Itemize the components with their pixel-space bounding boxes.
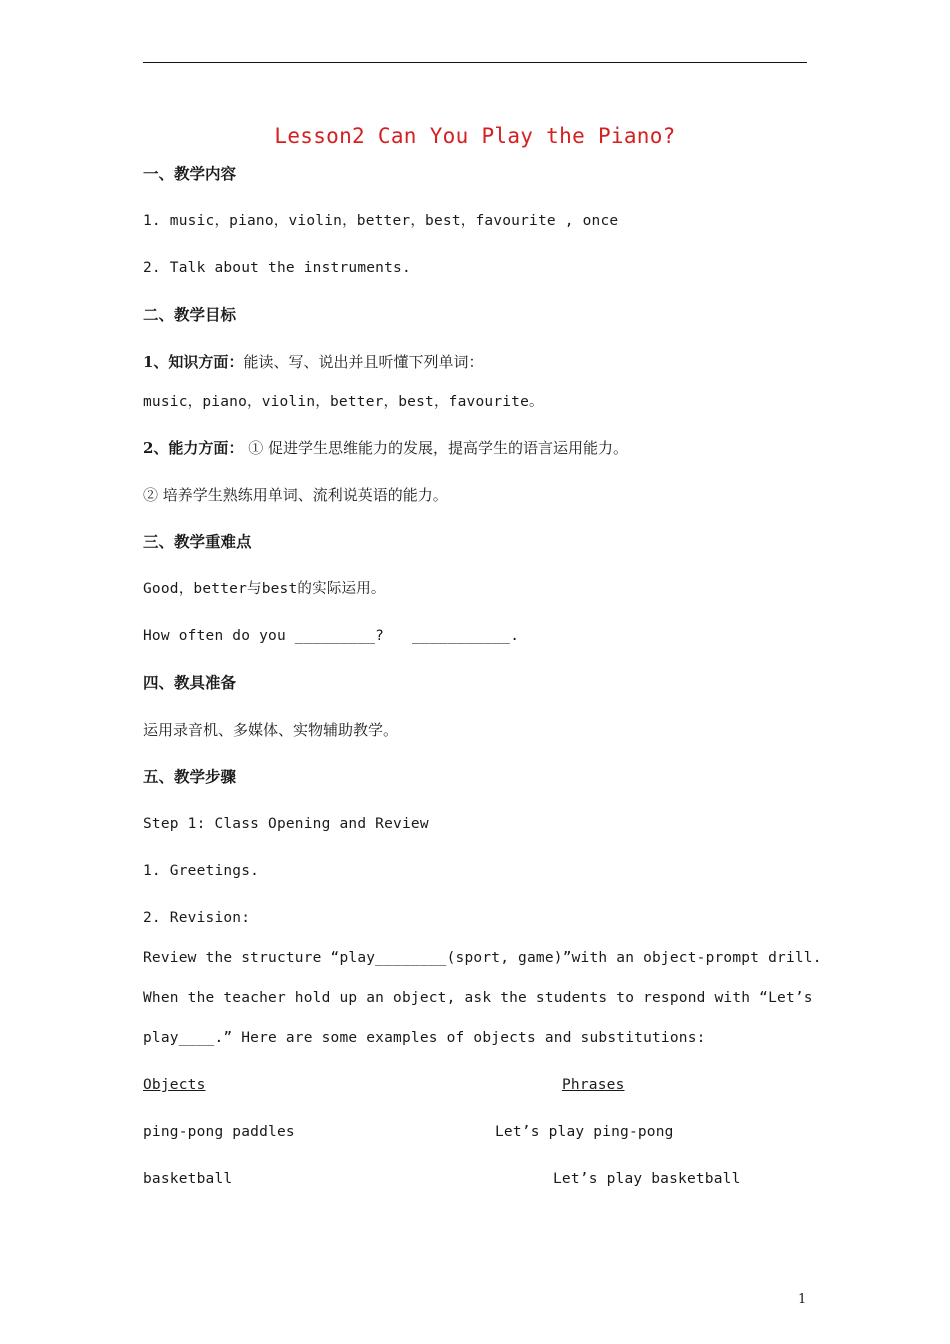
materials-text: 运用录音机、多媒体、实物辅助教学。: [143, 721, 399, 739]
knowledge-goal: [143, 352, 483, 372]
table-row-1-phrase: Let’s play ping-pong: [495, 1124, 674, 1140]
ability-goal: [143, 438, 628, 458]
key-point-2b: ___________.: [412, 628, 520, 644]
phrases-column-header: Phrases: [562, 1077, 625, 1093]
section2-heading: 二、教学目标: [143, 305, 237, 324]
knowledge-words: music，piano，violin，better，best，favourite。: [143, 394, 544, 410]
section3-heading: 三、教学重难点: [143, 532, 252, 551]
knowledge-label: 1、知识方面：: [143, 353, 244, 371]
lesson-title: Lesson2 Can You Play the Piano?: [274, 124, 676, 148]
revision-para-2: When the teacher hold up an object, ask the students to respond with “Let’s: [143, 990, 813, 1006]
content-item-2: 2. Talk about the instruments.: [143, 260, 411, 276]
objects-column-header: Objects: [143, 1077, 206, 1093]
ability-goal-2: ② 培养学生熟练用单词、流利说英语的能力。: [143, 486, 448, 504]
table-row-1-object: ping-pong paddles: [143, 1124, 295, 1140]
revision-item: 2. Revision:: [143, 910, 251, 926]
revision-para-3: play____.” Here are some examples of objects and substitutions:: [143, 1030, 706, 1046]
header-rule: [143, 62, 807, 63]
greetings-item: 1. Greetings.: [143, 863, 260, 879]
revision-para-1: Review the structure “play________(sport, game)”with an object-prompt drill.: [143, 950, 822, 966]
knowledge-text: 能读、写、说出并且听懂下列单词：: [243, 353, 484, 371]
section4-heading: 四、教具准备: [143, 673, 237, 692]
content-item-1: 1. music，piano，violin，better，best，favourite , once: [143, 213, 619, 229]
ability-text: ① 促进学生思维能力的发展，提高学生的语言运用能力。: [243, 439, 628, 457]
ability-label: 2、能力方面：: [143, 439, 244, 457]
step1-title: Step 1: Class Opening and Review: [143, 816, 429, 832]
table-row-2-object: basketball: [143, 1171, 233, 1187]
table-row-2-phrase: Let’s play basketball: [553, 1171, 741, 1187]
key-point-2a: How often do you _________?: [143, 628, 385, 644]
page-number: 1: [798, 1292, 807, 1307]
section5-heading: 五、教学步骤: [143, 767, 237, 786]
section1-heading: 一、教学内容: [143, 164, 237, 183]
key-point-1: Good，better与best的实际运用。: [143, 581, 386, 597]
